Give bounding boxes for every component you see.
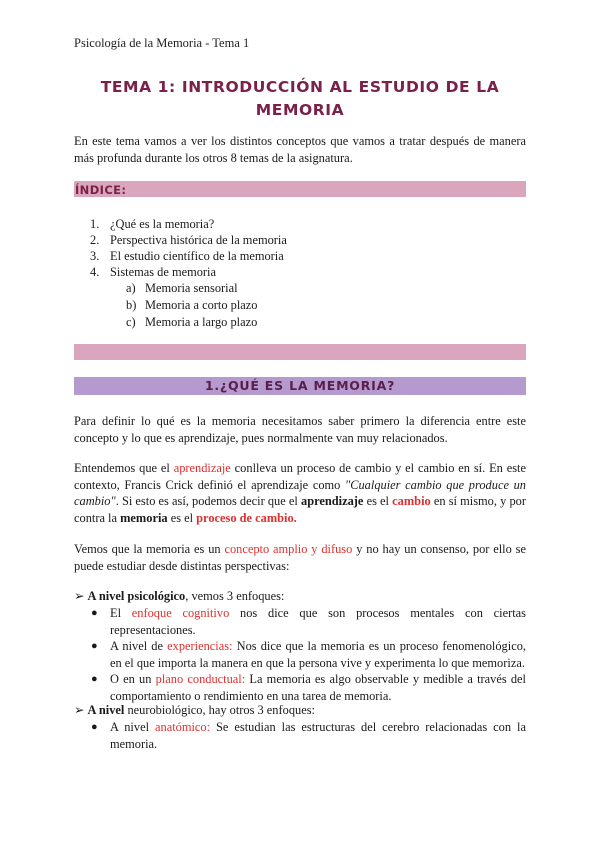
text-run: nos dice que son procesos mentales con ciertas representaciones. [110, 606, 526, 637]
arrow-bullet-icon: ➢ [74, 703, 85, 717]
list-subitem [74, 314, 526, 331]
list-number: a) [126, 281, 136, 295]
section-1-paragraph-1: Para definir lo qué es la memoria necesitamos saber primero la diferencia entre este concepto y lo que es aprendizaje, pues normalmente van muy relacionados. [74, 414, 526, 445]
list-text: El estudio científico de la memoria [110, 249, 284, 263]
neurobiological-bullets [74, 719, 526, 752]
highlight-term: enfoque cognitivo [131, 606, 230, 620]
neurobiological-level-heading [74, 702, 315, 718]
list-item [74, 264, 526, 280]
bold-term: A nivel [87, 703, 125, 717]
list-number: 3. [90, 249, 100, 263]
bullet-item [74, 605, 526, 638]
text-run: conlleva un proceso de cambio y el cambio en sí. En este contexto, Francis Crick definió el aprendizaje como [74, 461, 526, 492]
psychological-level-heading [74, 588, 284, 604]
index-list [74, 216, 526, 331]
text-run: es el [167, 510, 197, 525]
index-header-bar [74, 181, 526, 197]
list-text: Memoria a corto plazo [145, 298, 258, 312]
arrow-bullet-icon: ➢ [74, 589, 85, 603]
quote: "Cualquier cambio que produce un cambio" [74, 477, 526, 508]
index-footer-bar [74, 344, 526, 360]
bullet-icon: ● [91, 673, 98, 685]
text-run: Vemos que la memoria es un [74, 542, 225, 556]
text-run: es el [363, 494, 393, 508]
page-header: Psicología de la Memoria - Tema 1 [74, 36, 250, 50]
highlight-term: experiencias: [167, 639, 233, 653]
text-run: A nivel de [110, 639, 168, 653]
page-title: TEMA 1: INTRODUCCIÓN AL ESTUDIO DE LA MEMORIA [100, 78, 500, 119]
list-item [74, 248, 526, 264]
bold-term: aprendizaje [301, 494, 364, 508]
highlight-term: cambio [392, 494, 431, 508]
psychological-bullets [74, 605, 526, 704]
text-run: . Si esto es así, podemos decir que el [115, 494, 301, 508]
highlight-term: plano conductual: [155, 672, 246, 686]
list-number: b) [126, 298, 137, 312]
text-run: Se estudian las estructuras del cerebro relacionadas con la memoria. [110, 720, 526, 751]
text-run: El [110, 606, 132, 620]
text-run: La memoria es algo observable y medible a través del comportamiento o rendimiento en una tarea de memoria. [110, 672, 527, 703]
list-text: ¿Qué es la memoria? [110, 217, 215, 231]
text-run: neurobiológico, hay otros 3 enfoques: [124, 703, 315, 717]
text-run: , vemos 3 enfoques: [185, 589, 285, 603]
section-1-paragraph-2 [74, 460, 526, 526]
bold-term: A nivel psicológico [87, 589, 186, 603]
text-run: y no hay un consenso, por ello se puede estudiar desde distintas perspectivas: [74, 542, 526, 573]
section-1-paragraph-3 [74, 541, 526, 574]
text-run: en sí mismo, y por contra la [74, 494, 526, 525]
list-subitem [74, 280, 526, 297]
text-run: O en un [110, 672, 156, 686]
highlight-term: aprendizaje [173, 461, 231, 475]
bullet-item [74, 671, 526, 704]
list-number: 4. [90, 265, 100, 279]
highlight-term: concepto amplio y difuso [224, 542, 353, 556]
text-run: A nivel [110, 720, 155, 734]
list-text: Memoria sensorial [145, 281, 238, 295]
bullet-icon: ● [91, 640, 98, 652]
list-subitem [74, 297, 526, 314]
intro-paragraph: En este tema vamos a ver los distintos conceptos que vamos a tratar después de manera más profunda durante los otros 8 temas de la asignatura. [74, 134, 526, 165]
section-1-title: 1.¿QUÉ ES LA MEMORIA? [204, 378, 396, 393]
highlight-term: anatómico: [155, 720, 211, 734]
list-text: Memoria a largo plazo [145, 315, 258, 329]
bullet-icon: ● [91, 721, 98, 733]
text-run: Entendemos que el [74, 461, 174, 475]
list-text: Perspectiva histórica de la memoria [110, 233, 287, 247]
list-number: 1. [90, 217, 100, 231]
list-number: 2. [90, 233, 100, 247]
bullet-item [74, 719, 526, 752]
list-text: Sistemas de memoria [110, 265, 216, 279]
bold-term: memoria [120, 510, 168, 525]
section-1-header-bar [74, 377, 526, 395]
text-run: Nos dice que la memoria es un proceso fenomenológico, en el que importa la manera en que la persona vive y experimenta lo que memoriza. [110, 639, 526, 670]
bullet-item [74, 638, 526, 671]
highlight-term: proceso de cambio. [196, 510, 297, 525]
list-item [74, 216, 526, 232]
list-number: c) [126, 315, 136, 329]
bullet-icon: ● [91, 607, 98, 619]
list-item [74, 232, 526, 248]
index-label: ÍNDICE: [75, 183, 127, 197]
